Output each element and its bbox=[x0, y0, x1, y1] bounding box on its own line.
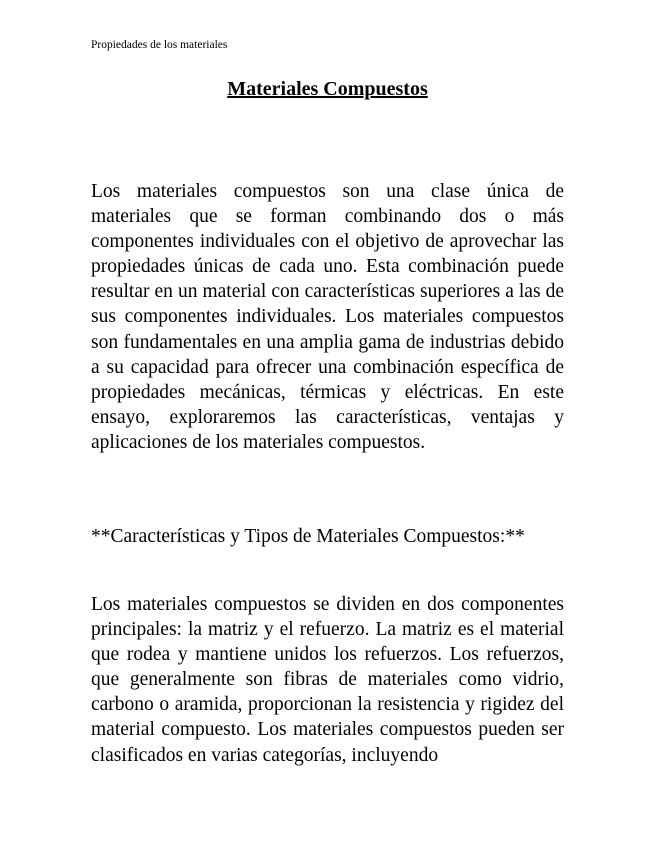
document-title: Materiales Compuestos bbox=[227, 78, 428, 100]
intro-paragraph: Los materiales compuestos son una clase única de materiales que se forman combinando dos o más componentes individuales con el objetivo de aprovechar las propiedades únicas de cada uno. Esta combinación puede resultar en un material con características superiores a las de sus componentes individuales. Los materiales compuestos son fundamentales en una amplia gama de industrias debido a su capacidad para ofrecer una combinación específica de propiedades mecánicas, térmicas y eléctricas. En este ensayo, exploraremos las características, ventajas y aplicaciones de los materiales compuestos. bbox=[91, 181, 564, 453]
running-header: Propiedades de los materiales bbox=[91, 39, 228, 51]
section-paragraph: Los materiales compuestos se dividen en dos componentes principales: la matriz y el refuerzo. La matriz es el material que rodea y mantiene unidos los refuerzos. Los refuerzos, que generalmente son fibras de materiales como vidrio, carbono o aramida, proporcionan la resistencia y rigidez del material compuesto. Los materiales compuestos pueden ser clasificados en varias categorías, incluyendo bbox=[91, 594, 564, 766]
section-heading: **Características y Tipos de Materiales Compuestos:** bbox=[91, 526, 525, 547]
